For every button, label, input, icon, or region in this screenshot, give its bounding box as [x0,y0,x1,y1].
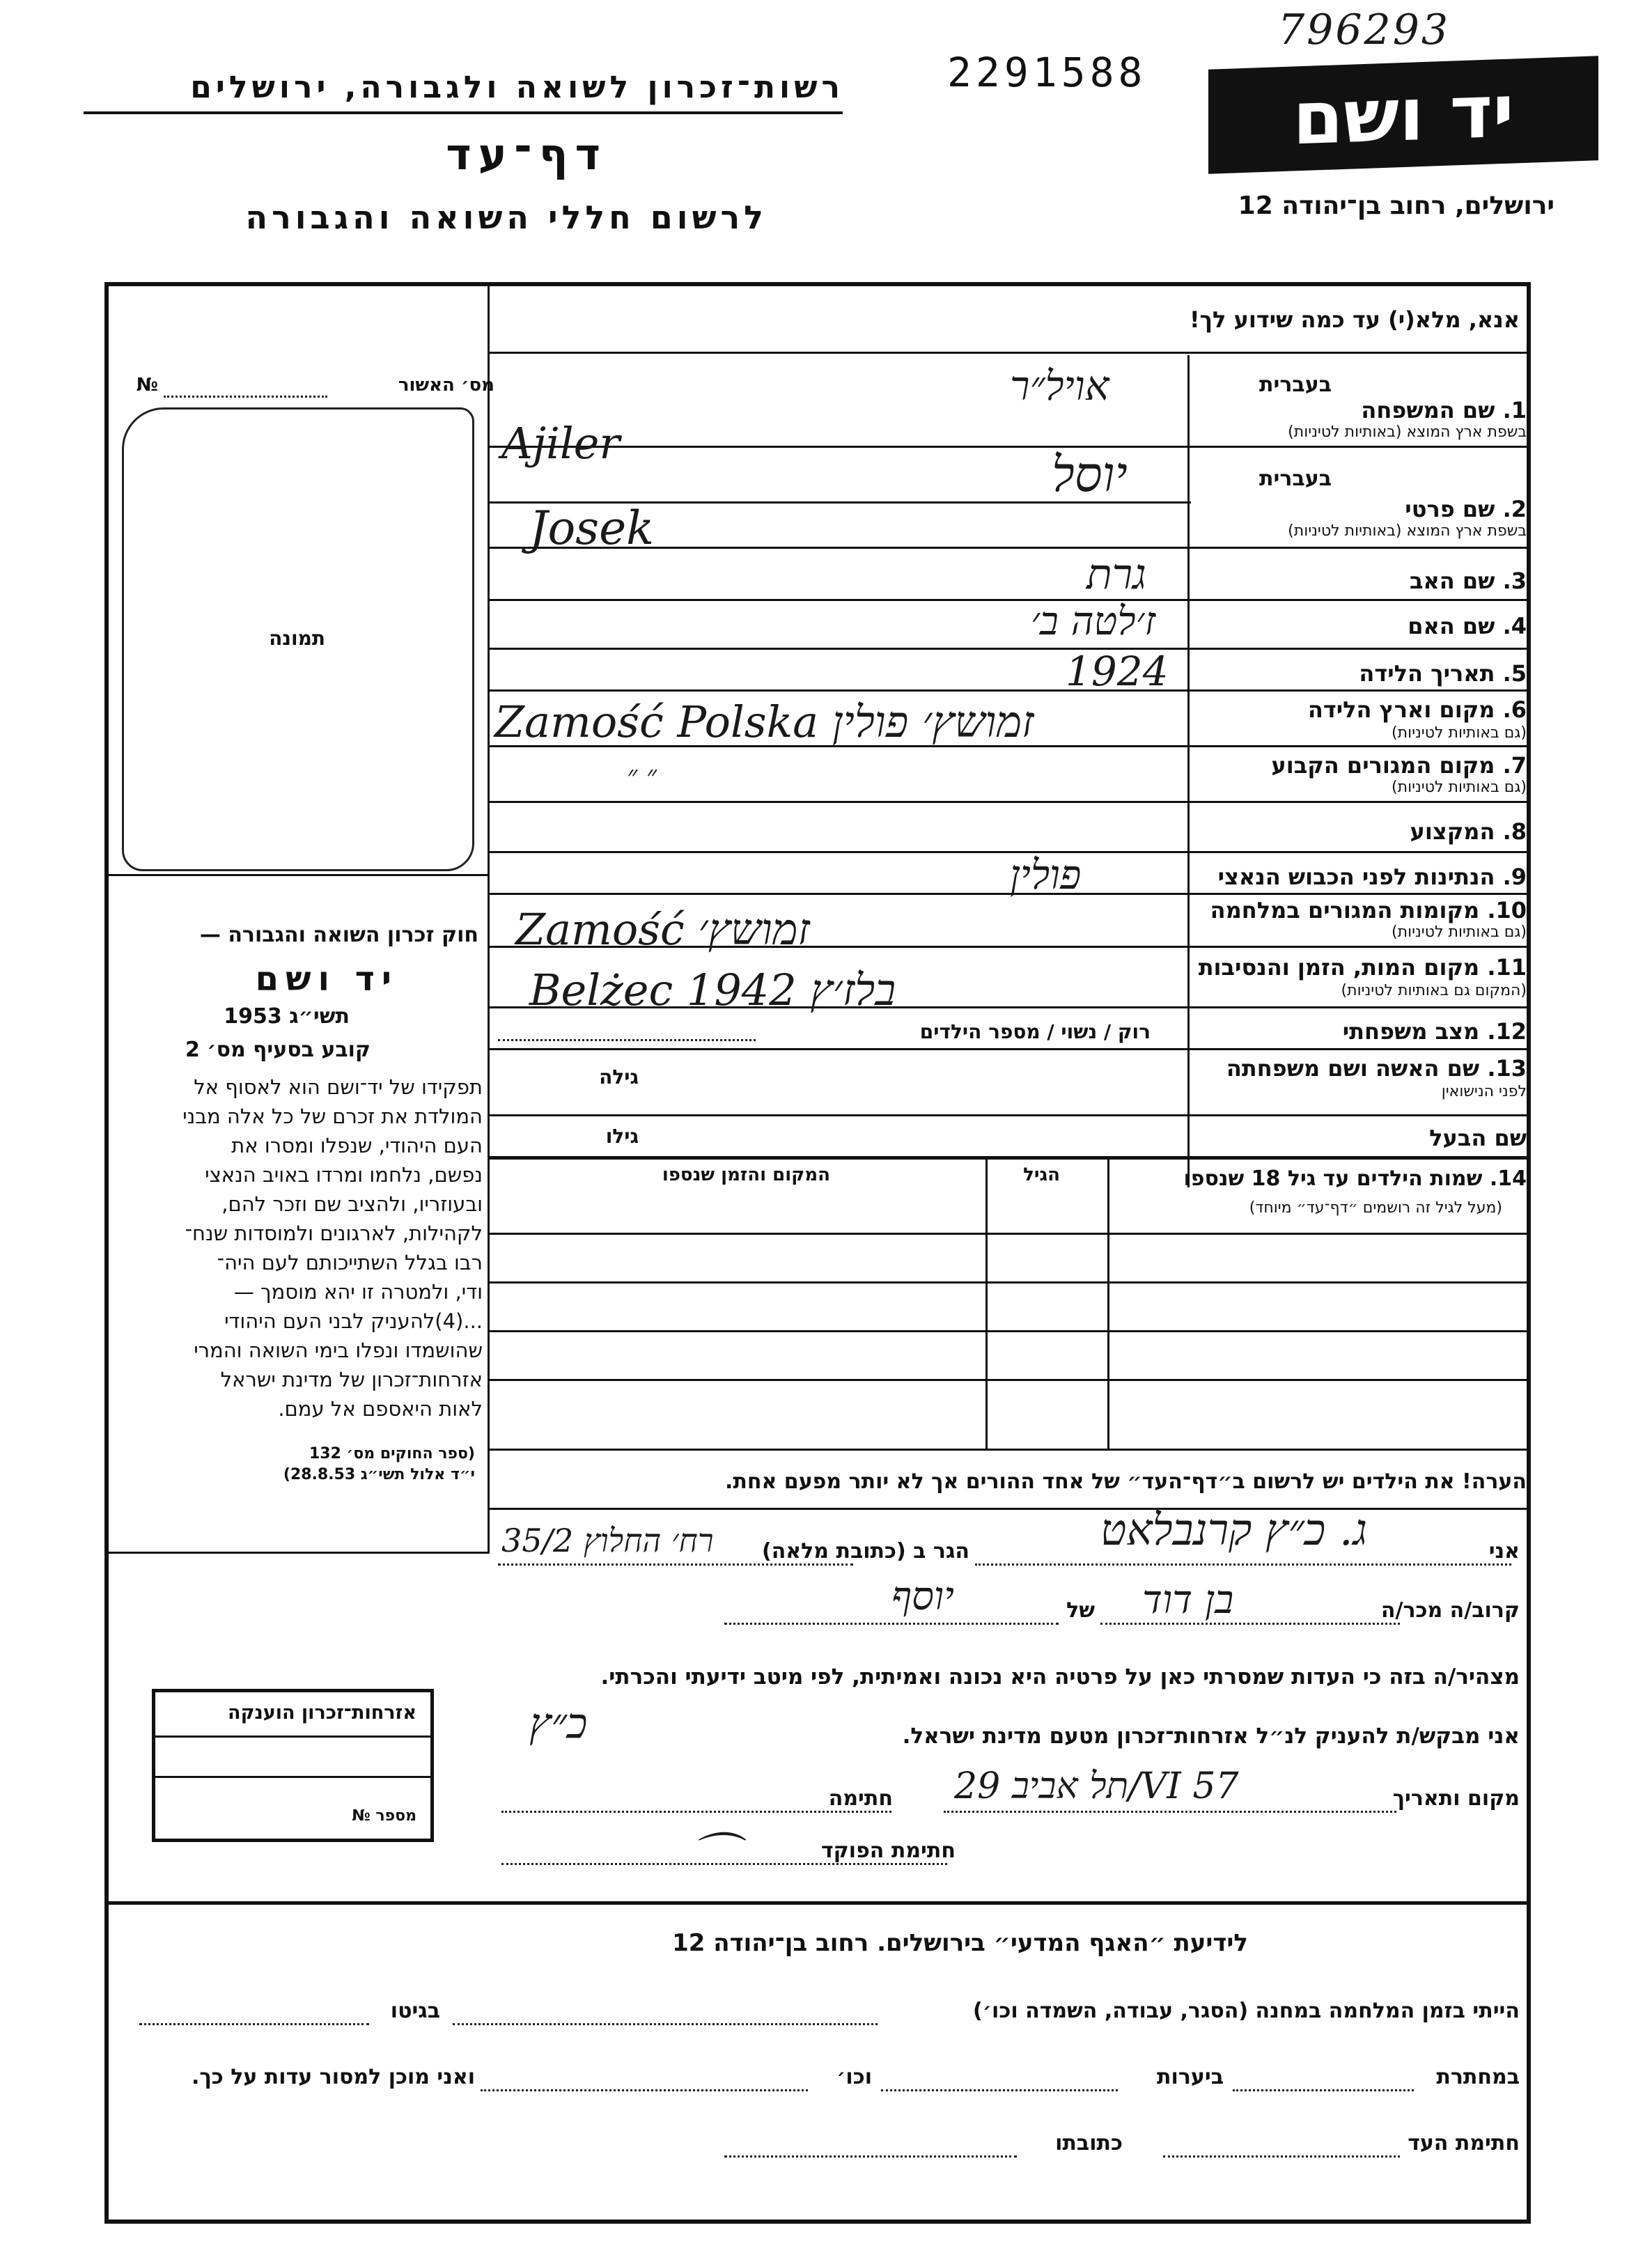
citizenship-box-line-2 [155,1776,430,1778]
f2-sub: בשפת ארץ המוצא (באותיות לטיניות) [1288,522,1527,540]
f13-sub: לפני הנישואין [1441,1083,1527,1100]
bottom-line2-d: ואני מוכן למסור עדות על כך. [192,2065,475,2089]
f14-label [1183,1167,1527,1191]
f1-num: 1. [1502,397,1527,423]
f12-line [498,1039,756,1041]
decl-resides-label: הגר ב (כתובת מלאה) [761,1539,969,1563]
decl-of-label: של [1066,1598,1095,1623]
f11-label-text: מקום המות, הזמן והנסיבות [1198,954,1480,981]
f5-label [1359,660,1527,687]
f6-sub: (גם באותיות לטיניות) [1392,724,1527,742]
law-ref-2: י״ד אלול תשי״ג 28.8.53) [283,1466,475,1483]
note: הערה! את הילדים יש לרשום ב״דף־העד״ של אחד ההורים אך לא יותר מפעם אחת. [725,1469,1527,1494]
f5-label-text: תאריך הלידה [1359,660,1495,687]
photo-label: תמונה [269,627,325,650]
left-panel-bottom [108,1552,490,1554]
instruction: אנא, מלא(י) עד כמה שידוע לך! [1189,306,1520,333]
law-text-line: נפשם, נלחמו ומרדו באויב הנאצי [205,1163,483,1187]
f3-label [1410,568,1527,594]
row-line-7 [488,801,1529,803]
law-text-line: ובעוזריו, ולהציב שם וזכר להם, [221,1192,483,1216]
bottom-line2-fill-2 [881,2089,1118,2091]
bottom-line2-c: וכו׳ [836,2065,872,2089]
f14-col-divider-2 [985,1156,988,1449]
row-line-1 [488,446,1529,448]
f7-sub: (גם באותיות לטיניות) [1392,779,1527,796]
citizenship-box-title: אזרחות־זכרון הוענקה [228,1702,416,1724]
label-column-divider [1187,355,1190,1187]
f10-num: 10. [1487,897,1527,923]
org-underline [84,111,843,114]
f11-label [1199,954,1527,981]
decl-resides-value: רח׳ החלוץ 35/2 [501,1522,714,1559]
row-line-4 [488,648,1529,650]
law-text-line: אזרחות־זכרון של מדינת ישראל [220,1368,483,1391]
citizenship-box [152,1689,434,1842]
f13-age-label: גילה [599,1066,639,1089]
law-text-line: רבו בגלל השתייכותם לעם היה־ [217,1251,483,1274]
law-ref-1: (ספר החוקים מס׳ 132 [309,1445,475,1462]
f14-sub: (מעל לגיל זה רושמים ״דף־עד״ מיוחד) [1249,1199,1502,1217]
law-year: תשי״ג 1953 [224,1004,350,1029]
f12-value: רוק / נשוי / מספר הילדים [919,1020,1151,1043]
f8-num: 8. [1502,818,1527,845]
f8-label [1410,818,1527,845]
bottom-line3-a: חתימת העד [1408,2131,1520,2155]
f2-label [1405,496,1527,522]
decl-of-value: יוסף [891,1574,954,1619]
bottom-line3-fill-2 [724,2155,1017,2158]
f3-num: 3. [1502,568,1527,594]
f2-latin-value: Josek [529,501,655,555]
row-line-13 [488,1114,1529,1116]
f14-row-1 [488,1233,1529,1235]
f6-label [1308,696,1527,723]
f10-label [1210,897,1527,923]
f5-value: 1924 [1066,648,1169,695]
bottom-line2-fill-1 [1233,2089,1414,2091]
bottom-line3-b: כתובתו [1055,2131,1123,2155]
approval-label: מס׳ האשור [398,375,494,396]
law-clause: קובע בסעיף מס׳ 2 [185,1038,371,1062]
f1-label [1361,397,1527,423]
f1-sub: בשפת ארץ המוצא (באותיות לטיניות) [1288,423,1527,441]
approval-line [164,396,327,398]
f1-hebrew-tag: בעברית [1259,373,1332,397]
row-line-12 [488,1048,1529,1050]
note-bottom [488,1508,1529,1510]
decl-statement: מצהיר/ה בזה כי העדות שמסרתי כאן על פרטיה היא נכונה ואמיתית, לפי מיטב ידיעתי והכרתי. [600,1664,1520,1690]
law-text-line: ודי, ולמטרה זו יהא מוסמך — [233,1280,483,1304]
f12-num: 12. [1487,1018,1527,1045]
serial-number: 2291588 [947,49,1147,96]
f4-label [1408,613,1527,639]
f6-num: 6. [1502,696,1527,723]
f14-row-2 [488,1281,1529,1284]
law-title: חוק זכרון השואה והגבורה — [199,923,478,947]
law-text-line: תפקידו של יד־ושם הוא לאסוף אל [194,1075,483,1099]
f2-hebrew-tag: בעברית [1259,467,1332,491]
f13-num: 13. [1487,1055,1527,1082]
bottom-line1-b: בגיטו [390,1999,440,2023]
row-line-8 [488,851,1529,853]
decl-signature-value: כ״ץ [529,1699,588,1748]
law-text-line: העם היהודי, שנפלו ומסרו את [231,1134,483,1157]
f4-value: ז׳לטה ב׳ [1031,599,1156,644]
decl-request: אני מבקש/ת להעניק לנ״ל אזרחות־זכרון מטעם מדינת ישראל. [902,1724,1520,1749]
husband-age-label: גילו [605,1125,639,1148]
decl-official-signature-mark: ⌒ [689,1828,738,1885]
left-panel-divider [108,874,490,876]
f10-sub: (גם באותיות לטיניות) [1392,923,1527,941]
f4-num: 4. [1502,613,1527,639]
f8-label-text: המקצוע [1410,818,1495,845]
f2-num: 2. [1502,496,1527,522]
f7-label [1271,752,1527,779]
decl-relative-line [1100,1623,1400,1625]
decl-i-line [975,1563,1511,1566]
f11-value: Belżec 1942 בלז׳ץ [529,965,896,1015]
bottom-line3-fill-1 [1163,2155,1400,2158]
f14-col-divider-1 [1107,1156,1109,1449]
f13-label-text: שם האשה ושם משפחתה [1226,1055,1480,1082]
f1-latin-value: Ajiler [501,418,620,469]
f1-hebrew-value: אויל״ר [1010,362,1109,410]
f14-row-4 [488,1379,1529,1381]
bottom-line2-a: במחתרת [1436,2065,1520,2089]
f7-label-text: מקום המגורים הקבוע [1271,752,1495,779]
org-line: רשות־זכרון לשואה ולגבורה, ירושלים [190,70,844,105]
decl-i-label: אני [1488,1539,1520,1563]
husband-label: שם הבעל [1429,1125,1527,1151]
f11-num: 11. [1487,954,1527,981]
f10-label-text: מקומות המגורים במלחמה [1210,897,1480,923]
form-subtitle: לרשום חללי השואה והגבורה [245,198,767,236]
decl-of-line [724,1623,1059,1625]
bottom-line2-fill-3 [481,2089,808,2091]
f7-num: 7. [1502,752,1527,779]
bottom-line2-b: ביערות [1157,2065,1224,2089]
f4-label-text: שם האם [1408,613,1495,639]
f5-num: 5. [1502,660,1527,687]
decl-place-date-label: מקום ותאריך [1392,1786,1520,1811]
decl-i-value: ג. כ״ץ קרנבלאט [1100,1504,1368,1555]
law-text-line: שהושמדו ונפלו בימי השואה והמרי [194,1339,483,1362]
law-text [110,1072,483,1424]
bottom-line1-fill [453,2023,878,2025]
f14-num: 14. [1489,1167,1527,1191]
logo-text: יד ושם [1293,68,1514,162]
instruction-line [488,352,1529,354]
f10-value: Zamość זמושץ׳ [515,904,810,955]
decl-signature-label: חתימה [828,1786,893,1811]
f14-col-place: המקום והזמן שנספו [662,1164,830,1185]
law-text-line: ...(4)להעניק לבני העם היהודי [224,1309,483,1333]
f2-hebrew-value: יוסל [1052,446,1128,503]
f14-row-3 [488,1330,1529,1332]
f3-label-text: שם האב [1409,568,1495,594]
f2-label-text: שם פרטי [1405,496,1495,522]
f1-label-text: שם המשפחה [1361,397,1495,423]
law-text-line: המולדת את זכרם של כל אלה מבני [182,1105,483,1128]
bottom-line1-a: הייתי בזמן המלחמה במחנה (הסגר, עבודה, השמדה וכו׳) [973,1999,1520,2023]
bottom-line1-fill-2 [139,2023,369,2025]
law-text-line: לאות היאספם אל עמם. [278,1397,483,1421]
form-title: דף־עד [446,129,607,180]
f14-row-5 [488,1449,1529,1451]
bottom-title: לידיעת ״האגף המדעי״ בירושלים. רחוב בן־יהודה 12 [672,1929,1248,1957]
decl-relative-label: קרוב/ה מכר/ה [1380,1598,1520,1623]
f9-num: 9. [1502,864,1527,890]
f3-value: גרת [1086,550,1146,599]
f11-sub: (המקום גם באותיות לטיניות) [1341,982,1527,999]
address: ירושלים, רחוב בן־יהודה 12 [1238,192,1554,220]
f9-value: פולין [1010,851,1082,898]
law-text-line: לקהילות, לארגונים ולמוסדות שנח־ [185,1222,483,1245]
decl-resides-line [498,1563,853,1566]
f9-label-text: הנתינות לפני הכבוש הנאצי [1217,864,1495,890]
decl-place-date-line [944,1811,1396,1813]
f13-label [1226,1055,1527,1082]
bottom-section-divider [108,1901,1529,1905]
logo [1208,56,1598,174]
law-name: יד ושם [255,960,398,999]
decl-signature-line [501,1811,891,1813]
f14-col-age: הגיל [1023,1164,1060,1185]
f6-label-text: מקום וארץ הלידה [1307,696,1495,723]
citizenship-box-line-1 [155,1736,430,1738]
citizenship-box-number: מספר № [352,1807,416,1825]
f9-label [1218,864,1527,890]
decl-official-signature-label: חתימת הפוקד [821,1839,956,1863]
row-line-5 [488,689,1529,692]
f12-label-text: מצב משפחתי [1342,1018,1480,1045]
decl-relative-value: בן דוד [1142,1577,1234,1623]
f7-value: ״ ״ [627,760,657,792]
left-column-divider [488,286,490,1553]
approval-no-label: № [136,375,158,396]
row-line-3 [488,599,1529,601]
f12-label [1343,1018,1527,1045]
row-line-9 [488,893,1529,895]
f14-top-line [488,1156,1529,1160]
decl-place-date-value: תל אביב 29/VI 57 [954,1765,1239,1807]
archive-number: 796293 [1278,6,1451,54]
f14-label-text: שמות הילדים עד גיל 18 שנספו [1183,1167,1483,1191]
f6-value: Zamość Polska זמושץ׳ פולין [494,696,1034,747]
